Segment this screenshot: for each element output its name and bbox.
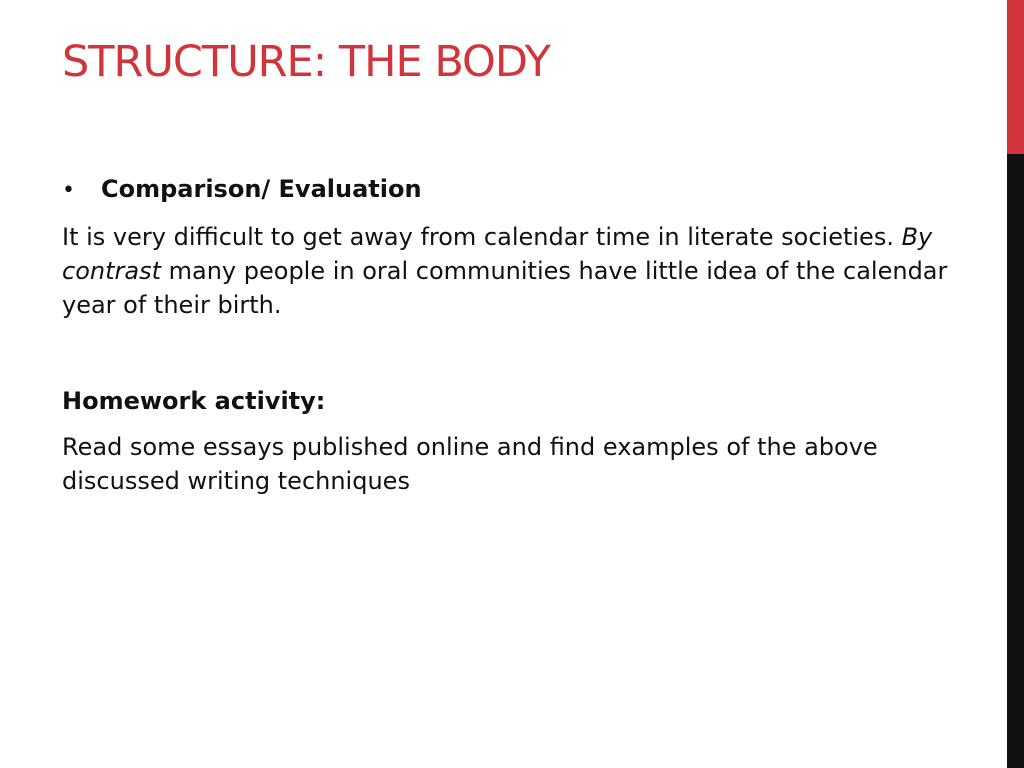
bullet-item (62, 172, 962, 208)
homework-paragraph: Read some essays published online and find examples of the above discussed writing techniques (62, 433, 878, 495)
homework-heading: Homework activity: (62, 387, 326, 415)
paragraph-text-start: It is very difficult to get away from calendar time in literate societies. (62, 223, 902, 251)
slide-content (62, 172, 962, 498)
bullet-label: Comparison/ Evaluation (101, 175, 422, 203)
spacer (62, 322, 962, 384)
paragraph-emphasis: By contrast (62, 223, 933, 285)
bullet-dot: • (62, 178, 75, 203)
accent-bar-black (1007, 154, 1024, 768)
comparison-paragraph (62, 220, 962, 322)
paragraph-text-end: many people in oral communities have little idea of the calendar year of their birth. (62, 257, 948, 319)
slide-title: STRUCTURE: THE BODY (62, 37, 550, 87)
accent-bar-red (1007, 0, 1024, 154)
